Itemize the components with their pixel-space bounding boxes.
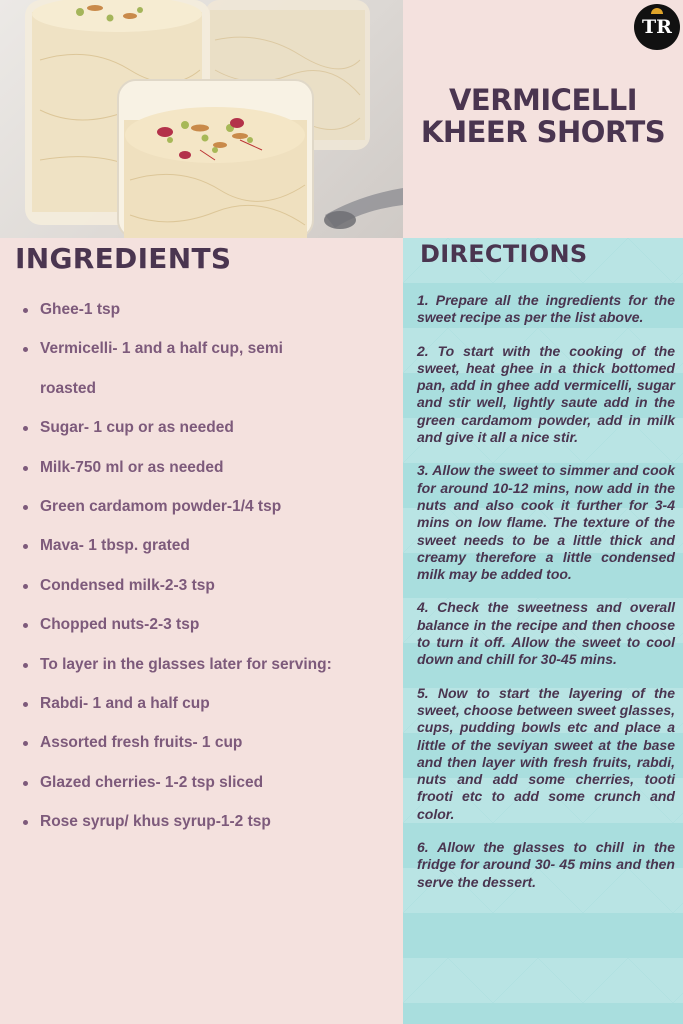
direction-step: 6. Allow the glasses to chill in the fridge for around 30- 45 mins and then serve the dessert. xyxy=(417,839,675,890)
direction-step: 1. Prepare all the ingredients for the sweet recipe as per the list above. xyxy=(417,292,675,326)
list-item: Mava- 1 tbsp. grated xyxy=(22,526,392,565)
list-item: Chopped nuts-2-3 tsp xyxy=(22,605,392,644)
logo-text: TR xyxy=(642,16,672,38)
list-item: Rose syrup/ khus syrup-1-2 tsp xyxy=(22,802,392,841)
dessert-glasses-illustration xyxy=(0,0,403,238)
dessert-photo xyxy=(0,0,403,238)
direction-step: 3. Allow the sweet to simmer and cook for around 10-12 mins, now add in the nuts and also cook it further for 3-4 mins on low flame. The texture of the sweet needs to be a little thick and creamy therefore a little condensed milk may be added too. xyxy=(417,462,675,583)
list-item: Assorted fresh fruits- 1 cup xyxy=(22,723,392,762)
list-item: To layer in the glasses later for serving: xyxy=(22,645,392,684)
list-item: Vermicelli- 1 and a half cup, semi roasted xyxy=(22,329,325,408)
list-item: Glazed cherries- 1-2 tsp sliced xyxy=(22,763,392,802)
list-item: Milk-750 ml or as needed xyxy=(22,448,392,487)
ingredients-list xyxy=(22,290,392,842)
list-item: Sugar- 1 cup or as needed xyxy=(22,408,392,447)
list-item: Condensed milk-2-3 tsp xyxy=(22,566,392,605)
list-item: Green cardamom powder-1/4 tsp xyxy=(22,487,392,526)
directions-steps xyxy=(417,292,675,907)
list-item: Ghee-1 tsp xyxy=(22,290,392,329)
direction-step: 4. Check the sweetness and overall balance in the recipe and then choose to turn it off. Allow the sweet to cool down and chill for 30-45 mins. xyxy=(417,599,675,668)
ingredients-heading: INGREDIENTS xyxy=(15,242,232,275)
list-item: Rabdi- 1 and a half cup xyxy=(22,684,392,723)
directions-heading: DIRECTIONS xyxy=(420,240,588,268)
page-title: VERMICELLI KHEER SHORTS xyxy=(420,83,666,149)
direction-step: 2. To start with the cooking of the sweet, heat ghee in a thick bottomed pan, add in ghee add vermicelli, sugar and stir well, lightly saute add in the green cardamom powder, add in milk and give it all a nice stir. xyxy=(417,342,675,446)
logo xyxy=(634,4,680,50)
direction-step: 5. Now to start the layering of the sweet, choose between sweet glasses, cups, pudding bowls etc and place a little of the seviyan sweet at the base and then layer with fresh fruits, rabdi, nuts and add some cherries, tooti frooti etc to add some crunch and color. xyxy=(417,684,675,822)
sun-icon xyxy=(651,8,663,14)
